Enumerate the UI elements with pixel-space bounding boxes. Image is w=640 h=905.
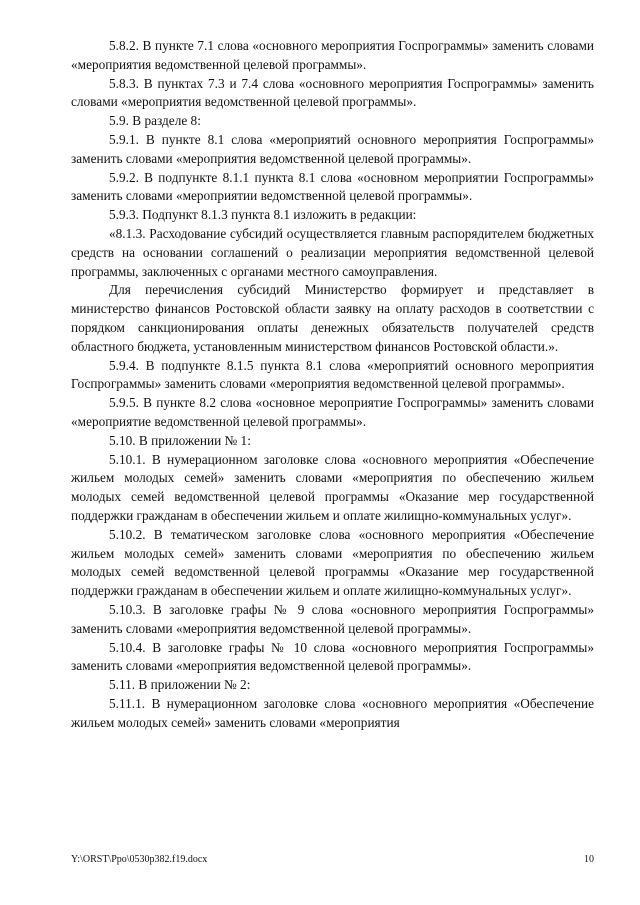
paragraph-5-10-4: 5.10.4. В заголовке графы № 10 слова «основного мероприятия Госпрограммы» заменить словами «мероприятия ведомственной целевой программы». — [71, 639, 594, 674]
paragraph-8-1-3-quote: «8.1.3. Расходование субсидий осуществляется главным распорядителем бюджетных средств на основании соглашений о реализации мероприятия ведомственной целевой программы, заключенных с органами местного самоуправления. — [71, 225, 594, 279]
paragraph-5-9-5: 5.9.5. В пункте 8.2 слова «основное мероприятие Госпрограммы» заменить словами «мероприятие ведомственной целевой программы». — [71, 395, 594, 429]
paragraph-5-9-1: 5.9.1. В пункте 8.1 слова «мероприятий основного мероприятия Госпрограммы» заменить словами «мероприятия ведомственной целевой программы». — [71, 131, 594, 166]
paragraph-5-11: 5.11. В приложении № 2: — [109, 677, 251, 693]
paragraph-5-9-4: 5.9.4. В подпункте 8.1.5 пункта 8.1 слова «мероприятий основного мероприятия Госпрограммы» заменить словами «мероприятия ведомственной целевой программы». — [71, 357, 594, 392]
file-path: Y:\ORST\Ppo\0530p382.f19.docx — [71, 854, 208, 865]
paragraph-5-9-2: 5.9.2. В подпункте 8.1.1 пункта 8.1 слова «основном мероприятии Госпрограммы» заменить словами «мероприятии ведомственной целевой программы». — [71, 169, 594, 204]
paragraph-5-11-1: 5.11.1. В нумерационном заголовке слова «основного мероприятия «Обеспечение жильем молодых семей» заменить словами «мероприятия — [71, 695, 594, 730]
paragraph-5-9-3: 5.9.3. Подпункт 8.1.3 пункта 8.1 изложить в редакции: — [109, 207, 417, 223]
paragraph-5-10: 5.10. В приложении № 1: — [109, 432, 251, 448]
paragraph-5-10-1: 5.10.1. В нумерационном заголовке слова «основного мероприятия «Обеспечение жильем молодых семей» заменить словами «мероприятия по обеспечению жильем молодых семей ведомственной целевой программы «Оказание мер государственной поддержки гражданам в обеспечении жильем и оплате жилищно-коммунальных услуг». — [71, 451, 594, 523]
page-number: 10 — [584, 854, 594, 865]
paragraph-5-8-3: 5.8.3. В пунктах 7.3 и 7.4 слова «основного мероприятия Госпрограммы» заменить словами «мероприятия ведомственной целевой программы». — [71, 75, 594, 110]
document-body — [71, 37, 594, 732]
paragraph-5-10-3: 5.10.3. В заголовке графы № 9 слова «основного мероприятия Госпрограммы» заменить словами «мероприятия ведомственной целевой программы». — [71, 601, 594, 636]
paragraph-5-9: 5.9. В разделе 8: — [109, 113, 201, 129]
paragraph-5-8-2: 5.8.2. В пункте 7.1 слова «основного мероприятия Госпрограммы» заменить словами «мероприятия ведомственной целевой программы». — [71, 38, 594, 72]
paragraph-8-1-3-continued: Для перечисления субсидий Министерство формирует и представляет в министерство финансов Ростовской области заявку на оплату расходов в соответствии с порядком санкционирования оплаты денежных обязательств получателей средств областного бюджета, установленным министерством финансов Ростовской области.». — [71, 282, 594, 354]
paragraph-5-10-2: 5.10.2. В тематическом заголовке слова «основного мероприятия «Обеспечение жильем молодых семей» заменить словами «мероприятия по обеспечению жильем молодых семей ведомственной целевой программы «Оказание мер государственной поддержки гражданам в обеспечении жильем и оплате жилищно-коммунальных услуг». — [71, 526, 594, 599]
